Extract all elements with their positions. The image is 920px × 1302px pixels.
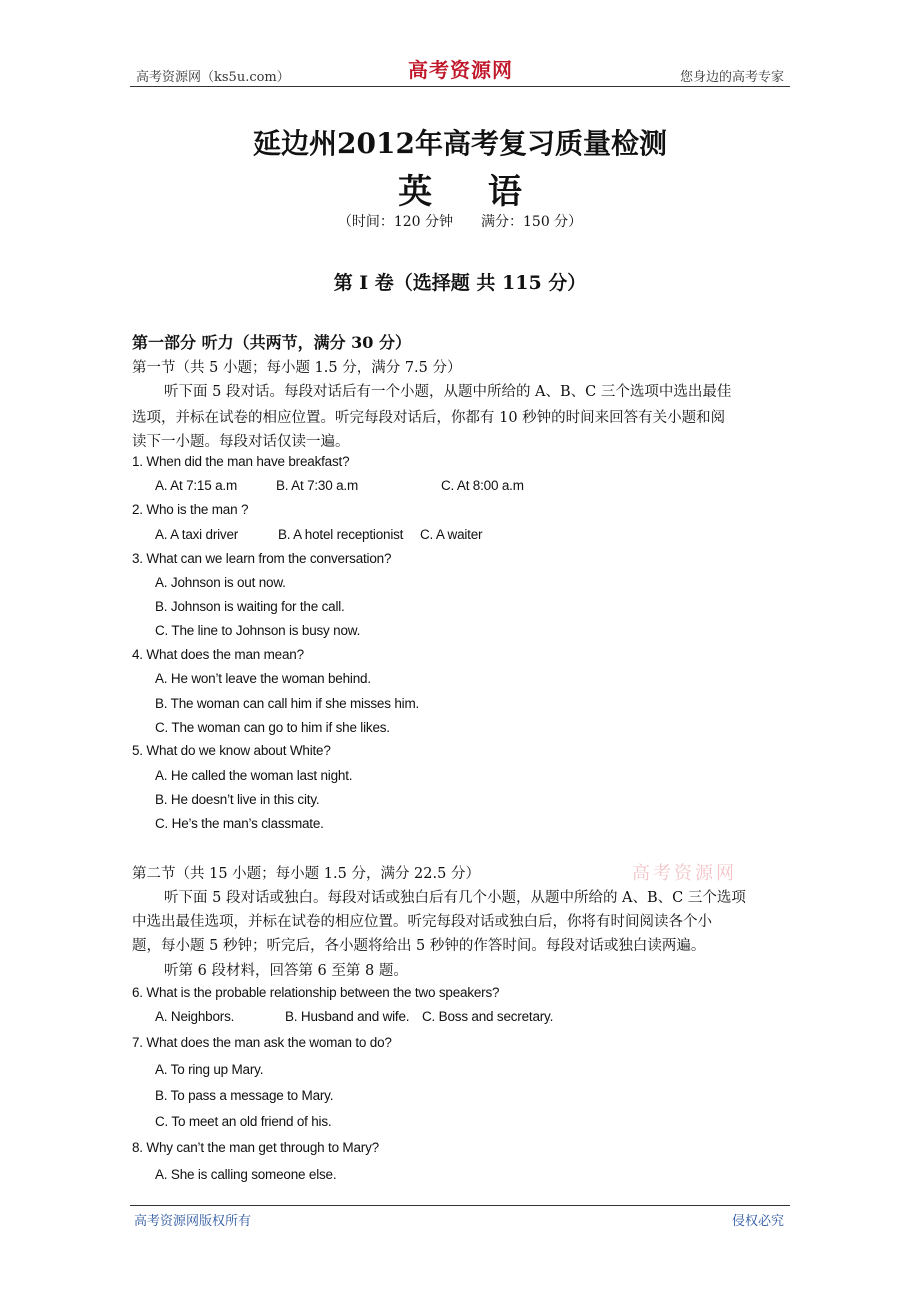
question-4-option-a: A. He won’t leave the woman behind. (155, 671, 371, 686)
question-6-option-a: A. Neighbors. (155, 1009, 235, 1024)
section2-heading: 第二节（共 15 小题；每小题 1.5 分，满分 22.5 分） (132, 866, 480, 882)
question-4-option-c: C. The woman can go to him if she likes. (155, 720, 390, 735)
question-1-option-b: B. At 7:30 a.m (276, 478, 358, 493)
question-5-option-a: A. He called the woman last night. (155, 768, 353, 783)
footer-copyright: 高考资源网版权所有 (134, 1214, 252, 1229)
question-2-option-b: B. A hotel receptionist (278, 527, 404, 542)
section2-instructions-line4: 听第 6 段材料，回答第 6 至第 8 题。 (164, 963, 408, 979)
question-5: 5. What do we know about White? (132, 743, 331, 758)
question-5-option-b: B. He doesn’t live in this city. (155, 792, 320, 807)
section1-heading: 第一节（共 5 小题；每小题 1.5 分，满分 7.5 分） (132, 360, 462, 376)
watermark: 高考资源网 (632, 863, 737, 884)
question-3: 3. What can we learn from the conversation? (132, 551, 392, 566)
section1-instructions-line3: 读下一小题。每段对话仅读一遍。 (132, 434, 350, 450)
question-4-option-b: B. The woman can call him if she misses him. (155, 696, 420, 711)
question-1: 1. When did the man have breakfast? (132, 454, 350, 469)
question-5-option-c: C. He’s the man’s classmate. (155, 816, 324, 831)
header-site-name: 高考资源网（ks5u.com） (136, 70, 290, 85)
question-7-option-c: C. To meet an old friend of his. (155, 1114, 332, 1129)
exam-title: 延边州2012年高考复习质量检测 (253, 127, 667, 160)
question-1-options (155, 478, 524, 493)
question-1-option-a: A. At 7:15 a.m (155, 478, 237, 493)
question-7: 7. What does the man ask the woman to do? (132, 1035, 392, 1050)
section2-instructions-line1: 听下面 5 段对话或独白。每段对话或独白后有几个小题，从题中所给的 A、B、C 三个选项 (164, 890, 746, 906)
question-3-option-c: C. The line to Johnson is busy now. (155, 623, 361, 638)
page-header (130, 58, 790, 87)
question-8-option-a: A. She is calling someone else. (155, 1167, 337, 1182)
footer-rights: 侵权必究 (731, 1214, 784, 1229)
section1-instructions-line2: 选项，并标在试卷的相应位置。听完每段对话后，你都有 10 秒钟的时间来回答有关小题和阅 (132, 410, 726, 426)
exam-subject: 英 语 (398, 172, 544, 212)
question-2: 2. Who is the man ? (132, 502, 249, 517)
question-4: 4. What does the man mean? (132, 647, 304, 662)
page-footer (130, 1205, 790, 1230)
section2-instructions-line3: 题，每小题 5 秒钟；听完后，各小题将给出 5 秒钟的作答时间。每段对话或独白读两遍。 (132, 938, 706, 954)
question-2-options (155, 527, 482, 542)
question-2-option-c: C. A waiter (420, 527, 483, 542)
question-7-option-b: B. To pass a message to Mary. (155, 1088, 334, 1103)
question-6: 6. What is the probable relationship between the two speakers? (132, 985, 500, 1000)
header-logo: 高考资源网 (408, 58, 513, 82)
header-slogan: 您身边的高考专家 (679, 70, 784, 85)
exam-time-info: （时间：120 分钟 满分：150 分） (337, 214, 583, 230)
question-6-options (155, 1009, 553, 1024)
section1-instructions-line1: 听下面 5 段对话。每段对话后有一个小题，从题中所给的 A、B、C 三个选项中选出最佳 (164, 384, 732, 400)
question-8: 8. Why can’t the man get through to Mary? (132, 1140, 379, 1155)
question-6-option-c: C. Boss and secretary. (422, 1009, 554, 1024)
question-3-option-b: B. Johnson is waiting for the call. (155, 599, 345, 614)
question-2-option-a: A. A taxi driver (155, 527, 239, 542)
question-6-option-b: B. Husband and wife. (285, 1009, 410, 1024)
volume-heading: 第 I 卷（选择题 共 115 分） (333, 272, 587, 294)
section2-instructions-line2: 中选出最佳选项，并标在试卷的相应位置。听完每段对话或独白后，你将有时间阅读各个小 (132, 914, 712, 930)
question-7-option-a: A. To ring up Mary. (155, 1062, 264, 1077)
part1-heading: 第一部分 听力（共两节，满分 30 分） (132, 333, 411, 352)
question-1-option-c: C. At 8:00 a.m (441, 478, 524, 493)
question-3-option-a: A. Johnson is out now. (155, 575, 286, 590)
